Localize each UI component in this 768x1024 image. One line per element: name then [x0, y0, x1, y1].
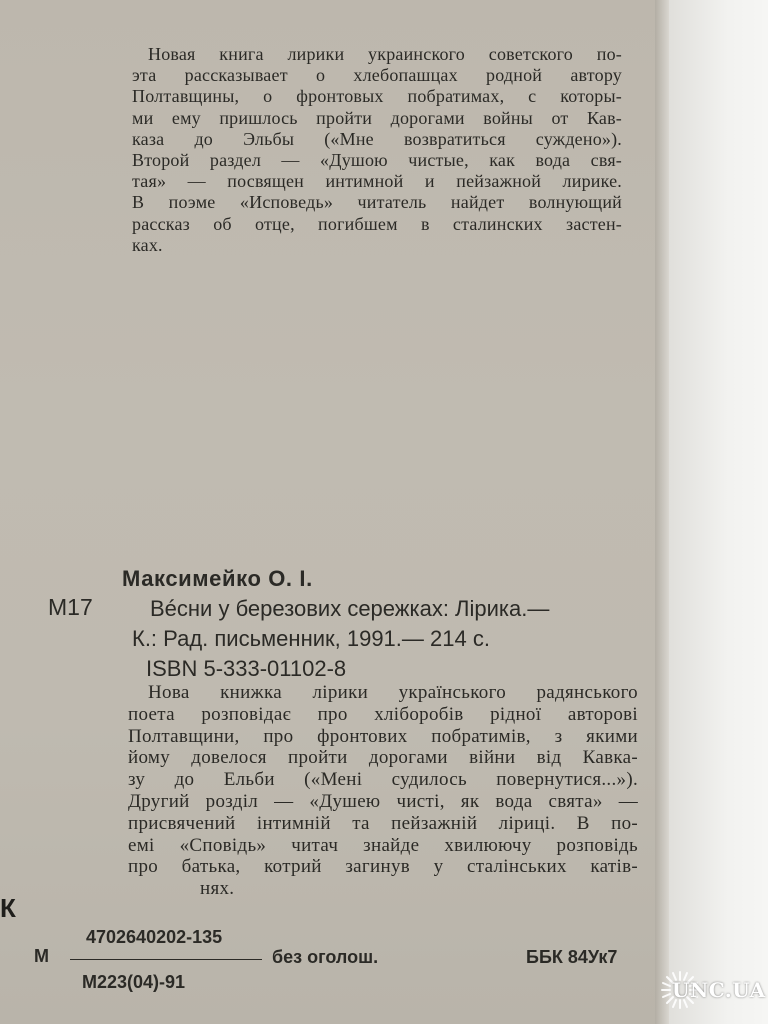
background-surface	[669, 0, 768, 1024]
annotation-ua-line: про батька, котрий загинув у сталінських катів-	[128, 856, 638, 878]
index-letter: М	[34, 946, 49, 966]
annotation-ua-line: Нова книжка лірики українського радянського	[148, 682, 638, 703]
annotation-ru-line: Полтавщины, о фронтовых побратимах, с которы-	[132, 86, 622, 107]
isbn-line: ISBN 5-333-01102-8	[146, 656, 347, 681]
index-code-bottom: М223(04)-91	[82, 972, 186, 992]
watermark	[658, 968, 766, 1012]
watermark-text: UNC.UA	[672, 978, 766, 1002]
author-name: Максимейко О. І.	[122, 566, 313, 591]
no-announcement-note: без оголош.	[272, 947, 379, 967]
annotation-ua-line: Полтавщини, про фронтових побратимів, з якими	[128, 725, 638, 747]
annotation-ua-line: емі «Сповідь» читач знайде хвилюючу розповідь	[128, 834, 638, 856]
annotation-ua-line: нях.	[200, 878, 235, 900]
annotation-ua-line: йому довелося пройти дорогами війни від Кавка-	[128, 747, 638, 769]
bibliographic-entry	[132, 594, 652, 684]
annotation-ua-line: Другий розділ — «Душею чисті, як вода свята» —	[128, 790, 638, 812]
catalog-code: М17	[48, 594, 93, 620]
bbk-code: ББК 84Ук7	[526, 947, 618, 967]
annotation-ru-line: ми ему пришлось пройти дорогами войны от Кав-	[132, 107, 622, 128]
annotation-ru-line: Второй раздел — «Душою чистые, как вода свя-	[132, 150, 622, 171]
annotation-ua-line: присвячений інтимній та пейзажній ліриці. В по-	[128, 812, 638, 834]
page-edge	[655, 0, 669, 1024]
fraction-rule	[70, 959, 262, 960]
annotation-ru-line: рассказ об отце, погибшем в сталинских застен-	[132, 213, 622, 234]
side-mark: К	[0, 893, 16, 923]
annotation-ru-line: Новая книга лирики украинского советского по-	[148, 44, 622, 64]
annotation-ru-line: ках.	[132, 234, 163, 255]
annotation-ukrainian	[128, 682, 638, 900]
annotation-ru-line: каза до Эльбы («Мне возвратиться суждено»).	[132, 128, 622, 149]
imprint-line: К.: Рад. письменник, 1991.— 214 с.	[132, 626, 490, 651]
annotation-russian	[132, 44, 622, 256]
annotation-ru-line: В поэме «Исповедь» читатель найдет волнующий	[132, 192, 622, 213]
annotation-ru-line: эта рассказывает о хлебопашцах родной автору	[132, 65, 622, 86]
annotation-ru-line: тая» — посвящен интимной и пейзажной лирике.	[132, 171, 622, 192]
index-code-top: 4702640202-135	[86, 927, 223, 947]
book-title-line: Вéсни у березових сережках: Лірика.—	[150, 596, 550, 621]
annotation-ua-line: поета розповідає про хліборобів рідної авторові	[128, 703, 638, 725]
annotation-ua-line: зу до Ельби («Мені судилось повернутися...»).	[128, 769, 638, 791]
